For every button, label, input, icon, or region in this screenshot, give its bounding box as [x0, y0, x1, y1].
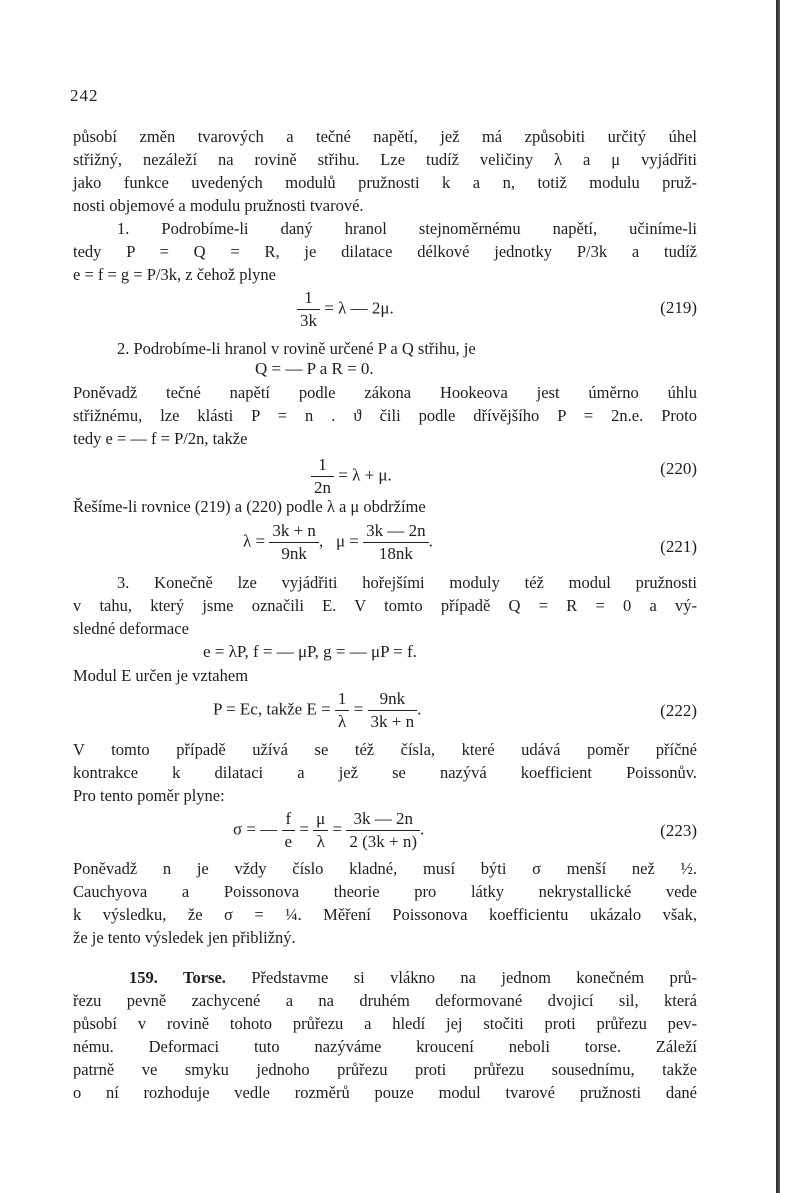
- equation-number-223: (223): [660, 821, 697, 840]
- text-line: působí změn tvarových a tečné napětí, jež má způsobiti určitý úhel: [73, 127, 697, 146]
- text-line: Pro tento poměr plyne:: [73, 786, 225, 805]
- text-line: Řešíme-li rovnice (219) a (220) podle λ a μ obdržíme: [73, 497, 426, 516]
- text-line: patrně ve smyku jednoho průřezu proti průřezu sousednímu, takže: [73, 1060, 697, 1079]
- equation-number-220: (220): [660, 459, 697, 478]
- equation-deformation: e = λP, f = — μP, g = — μP = f.: [203, 642, 417, 661]
- text-line: V tomto případě užívá se též čísla, které udává poměr příčné: [73, 740, 697, 759]
- text-line: že je tento výsledek jen přibližný.: [73, 928, 296, 947]
- text-line: Poněvadž tečné napětí podle zákona Hookeova jest úměrno úhlu: [73, 383, 697, 402]
- text-line: střižnému, lze klásti P = n . ϑ čili podle dřívějšího P = 2n.e. Proto: [73, 406, 697, 425]
- text-line: 2. Podrobíme-li hranol v rovině určené P a Q střihu, je: [117, 339, 476, 358]
- text-line: jako funkce uvedených modulů pružnosti k a n, totiž modulu pruž-: [73, 173, 697, 192]
- text-line: střižný, nezáleží na rovině střihu. Lze tudíž veličiny λ a μ vyjádřiti: [73, 150, 697, 169]
- page-edge-shadow: [776, 0, 780, 1193]
- page-number: 242: [70, 86, 99, 105]
- section-first-line: [73, 967, 697, 989]
- text-line: Modul E určen je vztahem: [73, 666, 249, 685]
- text-line: k výsledku, že σ = ¼. Měření Poissonova koefficientu ukázalo však,: [73, 905, 697, 924]
- text-line: tedy e = — f = P/2n, takže: [73, 429, 248, 448]
- equation-number-221: (221): [660, 537, 697, 556]
- text-line: o ní rozhoduje vedle rozměrů pouze modul tvarové pružnosti dané: [73, 1083, 697, 1102]
- text-line: Cauchyova a Poissonova theorie pro látky nekrystallické vede: [73, 882, 697, 901]
- equation-220: $\frac{1}{2n}$ = λ + μ.: [311, 454, 392, 499]
- text-line: řezu pevně zachycené a na druhém deformované dvojicí sil, která: [73, 991, 697, 1010]
- section-heading: 159. Torse.: [129, 968, 226, 987]
- text-line: 3. Konečně lze vyjádřiti hořejšími moduly též modul pružnosti: [117, 573, 697, 592]
- text-line: sledné deformace: [73, 619, 189, 638]
- text-line: v tahu, který jsme označili E. V tomto případě Q = R = 0 a vý-: [73, 596, 697, 615]
- equation-number-219: (219): [660, 298, 697, 317]
- equation-number-222: (222): [660, 701, 697, 720]
- text-line: tedy P = Q = R, je dilatace délkové jednotky P/3k a tudíž: [73, 242, 697, 261]
- section-first-line-text: Představme si vlákno na jednom konečném prů-: [251, 968, 697, 987]
- equation-shear: Q = — P a R = 0.: [255, 359, 374, 378]
- text-line: kontrakce k dilataci a jež se nazývá koefficient Poissonův.: [73, 763, 697, 782]
- equation-219: $\frac{1}{3k}$ = λ — 2μ.: [297, 287, 394, 332]
- equation-223: σ = — $\frac{f}{e}$ = $\frac{\mu}{\lambda}$ = $\frac{3k — 2n}{2 (3k + n)}$ .: [233, 809, 425, 851]
- text-line: e = f = g = P/3k, z čehož plyne: [73, 265, 276, 284]
- equation-222: P = Ec, takže E = $\frac{1}{\lambda}$ = $\frac{9nk}{3k + n}$ .: [213, 689, 422, 731]
- text-line: nému. Deformaci tuto nazýváme kroucení neboli torse. Záleží: [73, 1037, 697, 1056]
- text-line: působí v rovině tohoto průřezu a hledí jej stočiti proti průřezu pev-: [73, 1014, 697, 1033]
- text-line: nosti objemové a modulu pružnosti tvarové.: [73, 196, 364, 215]
- equation-221: λ = $\frac{3k + n}{9nk}$ , μ = $\frac{3k — 2n}{18nk}$ .: [243, 521, 433, 563]
- text-line: Poněvadž n je vždy číslo kladné, musí býti σ menší než ½.: [73, 859, 697, 878]
- text-line: 1. Podrobíme-li daný hranol stejnoměrnému napětí, učiníme-li: [117, 219, 697, 238]
